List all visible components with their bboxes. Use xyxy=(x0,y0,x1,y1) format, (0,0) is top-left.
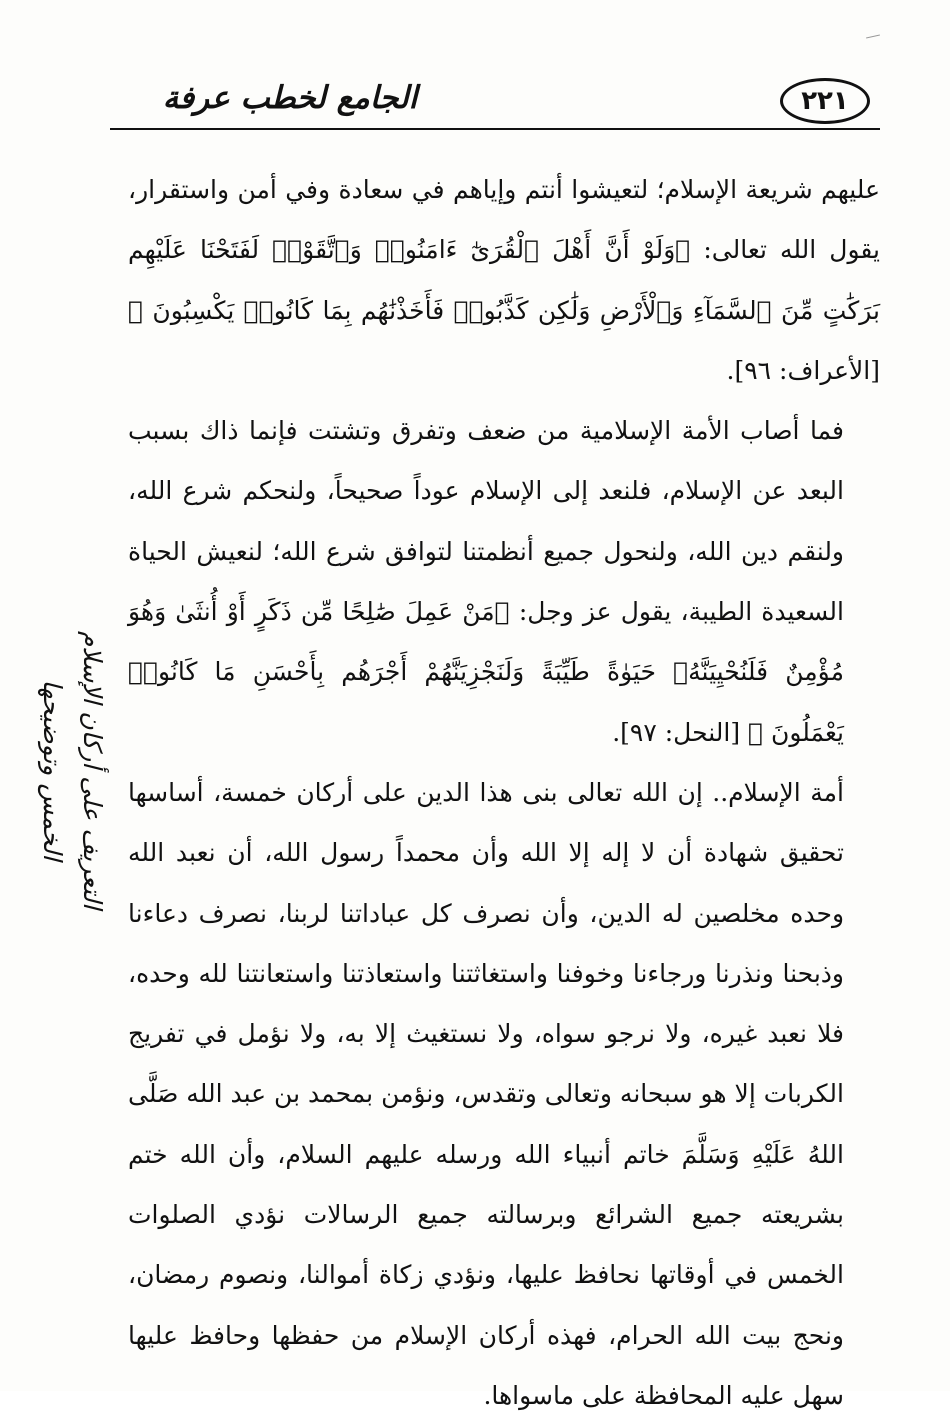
running-title: الجامع لخطب عرفة xyxy=(162,80,418,116)
page-header xyxy=(110,72,880,132)
text-line: ورسله عليهم السلام، وأن الله ختم بشريعته جميع الشرائع وبرسالته جميع xyxy=(128,1139,844,1230)
header-rule xyxy=(110,128,880,130)
text-line: فما أصاب الأمة الإسلامية من ضعف وتفرق وتشتت فإنما ذاك بسبب xyxy=(128,416,844,446)
margin-note-text: التعريف على أركان الإسلام الخمس وتوضيحها xyxy=(38,630,107,910)
text-line: وحافظ عليها سهل عليه المحافظة على ماسواها. xyxy=(128,1320,844,1410)
page-number: ٢٢١ xyxy=(780,78,870,124)
text-line: ولا نرجو سواه، ولا نستغيث إلا به، ولا نؤمل في تفريج الكربات إلا هو سبحانه xyxy=(128,1019,844,1109)
body-text xyxy=(128,160,880,1426)
text-line: البعد عن الإسلام، فلنعد إلى الإسلام عوداً صحيحاً، ولنحكم شرع الله، ولنقم xyxy=(128,476,845,566)
text-line: دين الله، ولنحول جميع أنظمتنا لتوافق شرع الله؛ لنعيش الحياة السعيدة الطيبة، xyxy=(128,536,844,627)
text-line: ونصوم رمضان، ونحج بيت الله الحرام، فهذه أركان الإسلام من حفظها xyxy=(128,1260,844,1350)
text-line: تحقيق شهادة أن لا إله إلا الله وأن محمداً رسول الله، أن نعبد الله وحده xyxy=(128,838,845,928)
paragraph-1 xyxy=(128,160,880,401)
corner-mark xyxy=(866,35,880,39)
paragraph-3 xyxy=(128,763,880,1426)
text-line: عليهم شريعة الإسلام؛ لتعيشوا أنتم وإياهم في سعادة وفي أمن واستقرار، يقول الله xyxy=(128,175,880,265)
margin-note xyxy=(24,610,120,930)
text-line: أمة الإسلام.. إن الله تعالى بنى هذا الدين على أركان خمسة، أساسها xyxy=(128,777,844,807)
text-line: مخلصين له الدين، وأن نصرف كل عباداتنا لربنا، نصرف دعاءنا وذبحنا ونذرنا xyxy=(128,898,844,988)
text-line: تعالى: ﴿وَلَوْ أَنَّ أَهْلَ ٱلْقُرَىٰٓ ءَامَنُوا۟ وَٱتَّقَوْا۟ لَفَتَحْنَا عَلَيْهِم بَرَكَٰتٍ مِّنَ ٱلسَّمَآءِ xyxy=(128,235,881,325)
text-line: وتعالى وتقدس، ونؤمن بمحمد بن عبد الله صَلَّى اللهُ عَلَيْهِ وَسَلَّمَ خاتم أنبياء الله xyxy=(128,1079,844,1169)
text-line: وَٱلْأَرْضِ وَلَٰكِن كَذَّبُوا۟ فَأَخَذْنَٰهُم بِمَا كَانُوا۟ يَكْسِبُونَ ﴾ [الأعراف: ٩٦]. xyxy=(128,295,880,385)
text-line: يقول عز وجل: ﴿مَنْ عَمِلَ صَٰلِحًا مِّن ذَكَرٍ أَوْ أُنثَىٰ وَهُوَ مُؤْمِنٌ فَلَنُحْيِيَنَّهُۥ xyxy=(128,597,844,687)
paragraph-2 xyxy=(128,401,880,763)
text-line: ورجاءنا وخوفنا واستغاثتنا واستعاذتنا واستعانتنا لله وحده، فلا نعبد غيره، xyxy=(128,958,844,1049)
text-line: الرسالات نؤدي الصلوات الخمس في أوقاتها نحافظ عليها، ونؤدي زكاة أموالنا، xyxy=(128,1200,844,1290)
text-line: حَيَوٰةً طَيِّبَةً وَلَنَجْزِيَنَّهُمْ أَجْرَهُم بِأَحْسَنِ مَا كَانُوا۟ يَعْمَلُونَ ﴾ [النحل: ٩٧]. xyxy=(128,657,844,747)
